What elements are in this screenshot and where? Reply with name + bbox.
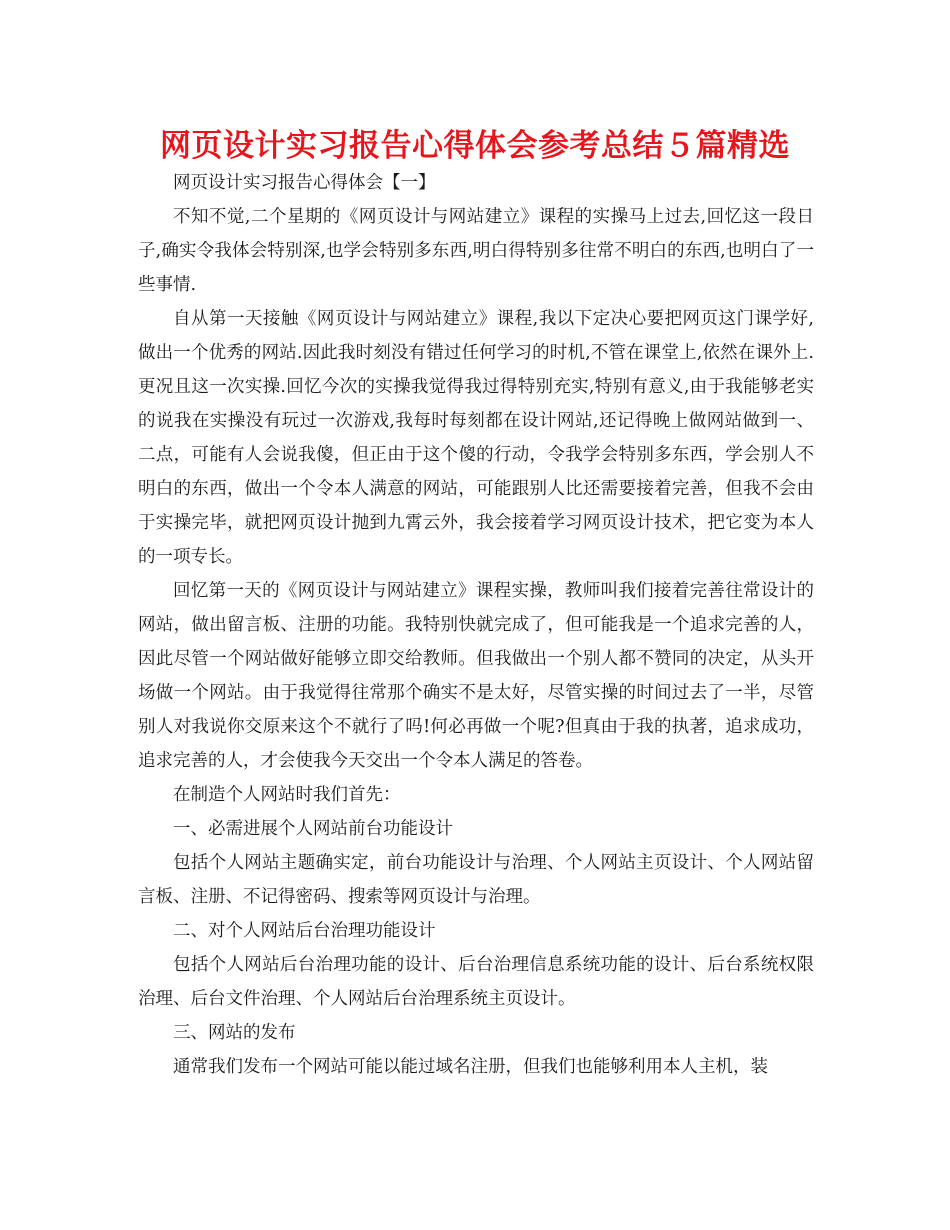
paragraph: 包括个人网站后台治理功能的设计、后台治理信息系统功能的设计、后台系统权限治理、后台文件治理、个人网站后台治理系统主页设计。	[138, 955, 814, 1009]
paragraph: 通常我们发布一个网站可能以能过域名注册，但我们也能够利用本人主机，装	[173, 1057, 768, 1077]
section-heading: 一、必需进展个人网站前台功能设计	[173, 819, 453, 839]
paragraph: 包括个人网站主题确实定，前台功能设计与治理、个人网站主页设计、个人网站留言板、注册、不记得密码、搜索等网页设计与治理。	[138, 853, 814, 907]
paragraph: 自从第一天接触《网页设计与网站建立》课程,我以下定决心要把网页这门课学好,做出一个优秀的网站.因此我时刻没有错过任何学习的时机,不管在课堂上,依然在课外上.更况且这一次实操.回忆今次的实操我觉得我过得特别充实,特别有意义,由于我能够老实的说我在实操没有玩过一次游戏,我每时每刻都在设计网站,还记得晚上做网站做到一、二点，可能有人会说我傻，但正由于这个傻的行动，令我学会特别多东西，学会别人不明白的东西，做出一个令本人满意的网站，可能跟别人比还需要接着完善，但我不会由于实操完毕，就把网页设计抛到九霄云外，我会接着学习网页设计技术，把它变为本人的一项专长。	[138, 309, 814, 567]
document-title: 网页设计实习报告心得体会参考总结５篇精选	[160, 128, 790, 164]
paragraph: 在制造个人网站时我们首先：	[173, 785, 401, 805]
paragraph-heading-1: 网页设计实习报告心得体会【一】	[173, 173, 436, 193]
paragraph: 回忆第一天的《网页设计与网站建立》课程实操，教师叫我们接着完善往常设计的网站，做出留言板、注册的功能。我特别快就完成了，但可能我是一个追求完善的人，因此尽管一个网站做好能够立即交给教师。但我做出一个别人都不赞同的决定，从头开场做一个网站。由于我觉得往常那个确实不是太好，尽管实操的时间过去了一半，尽管别人对我说你交原来这个不就行了吗!何必再做一个呢?但真由于我的执著，追求成功，追求完善的人，才会使我今天交出一个令本人满足的答卷。	[138, 581, 814, 771]
section-heading: 三、网站的发布	[173, 1023, 296, 1043]
section-heading: 二、对个人网站后台治理功能设计	[173, 921, 436, 941]
document-body	[138, 166, 814, 1084]
paragraph: 不知不觉,二个星期的《网页设计与网站建立》课程的实操马上过去,回忆这一段日子,确实令我体会特别深,也学会特别多东西,明白得特别多往常不明白的东西,也明白了一些事情.	[138, 207, 814, 295]
